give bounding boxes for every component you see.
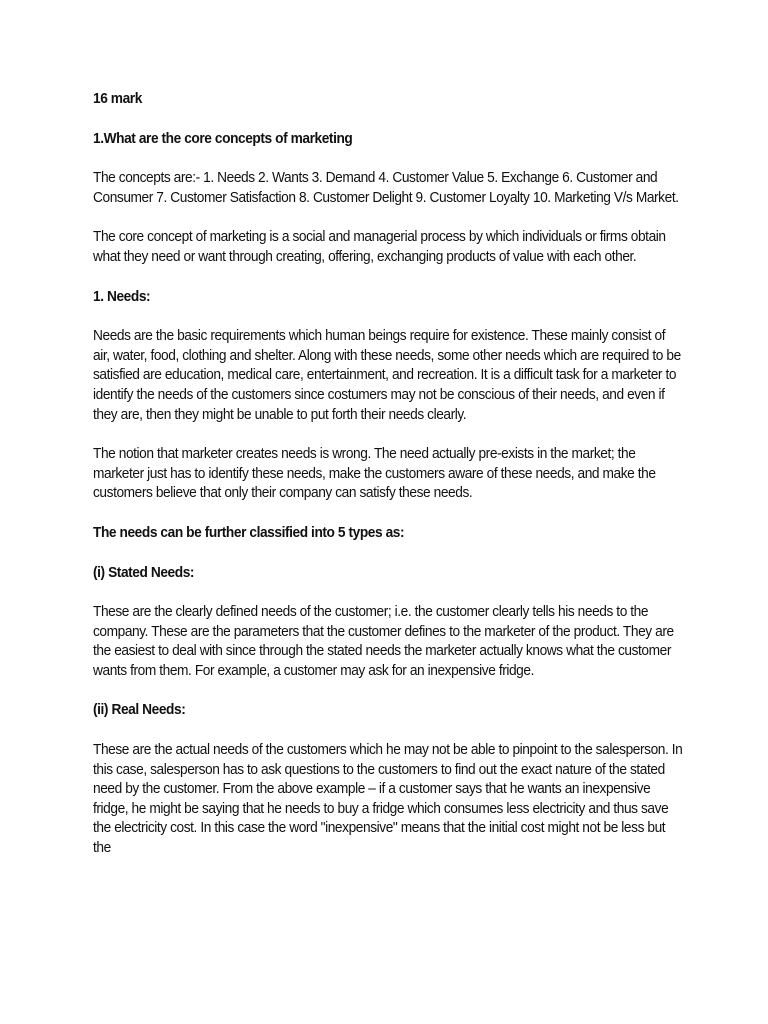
intro-paragraph: The concepts are:- 1. Needs 2. Wants 3. Demand 4. Customer Value 5. Exchange 6. Customer and Consumer 7. Customer Satisfaction 8. Customer Delight 9. Customer Loyalty 10. Marketing V/s Market. [93, 170, 679, 206]
real-needs-heading: (ii) Real Needs: [93, 702, 186, 719]
question-title: 1.What are the core concepts of marketing [93, 130, 353, 147]
needs-paragraph-2: The notion that marketer creates needs is wrong. The need actually pre-exists in the market; the marketer just has to identify these needs, make the customers aware of these needs, and make the customers believe that only their company can satisfy these needs. [93, 446, 656, 502]
needs-paragraph-1: Needs are the basic requirements which human beings require for existence. These mainly consist of air, water, food, clothing and shelter. Along with these needs, some other needs which are required to be satisfied are education, medical care, entertainment, and recreation. It is a difficult task for a marketer to identify the needs of the customers since costumers may not be conscious of their needs, and even if they are, then they might be unable to put forth their needs clearly. [93, 328, 681, 423]
mark-label: 16 mark [93, 91, 142, 107]
real-needs-paragraph: These are the actual needs of the customers which he may not be able to pinpoint to the salesperson. In this case, salesperson has to ask questions to the customers to find out the exact nature of the stated need by the customer. From the above example – if a customer says that he wants an inexpensive fridge, he might be saying that he needs to buy a fridge which consumes less electricity and thus save the electricity cost. In this case the word "inexpensive" means that the initial cost might not be less but the [93, 742, 683, 857]
stated-needs-paragraph: These are the clearly defined needs of the customer; i.e. the customer clearly tells his needs to the company. These are the parameters that the customer defines to the marketer of the product. They are the easiest to deal with since through the stated needs the marketer actually knows what the customer wants from them. For example, a customer may ask for an inexpensive fridge. [93, 604, 674, 679]
document-body [93, 90, 683, 879]
classification-heading: The needs can be further classified into 5 types as: [93, 524, 405, 541]
stated-needs-heading: (i) Stated Needs: [93, 564, 195, 581]
needs-heading: 1. Needs: [93, 288, 151, 305]
core-concept-paragraph: The core concept of marketing is a social and managerial process by which individuals or firms obtain what they need or want through creating, offering, exchanging products of value with each other. [93, 229, 666, 265]
